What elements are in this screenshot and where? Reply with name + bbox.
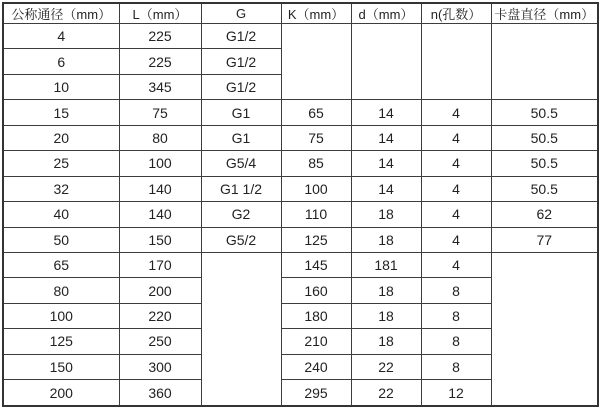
table-cell: 4 [421,202,491,227]
table-cell: 14 [351,125,421,150]
table-cell: 10 [3,74,119,99]
table-cell: 12 [421,380,491,406]
table-cell: 50.5 [491,125,598,150]
merged-empty-cell-g [201,252,281,406]
table-cell: G1 [201,100,281,125]
table-cell: 125 [3,329,119,354]
table-cell: 300 [119,354,201,379]
table-cell: 150 [3,354,119,379]
table-cell: G1/2 [201,49,281,74]
header-chuck-diameter: 卡盘直径（mm） [491,3,598,24]
table-cell: 181 [351,252,421,277]
merged-empty-cell-n [421,24,491,100]
table-cell: 145 [281,252,351,277]
header-nominal-diameter: 公称通径（mm） [3,3,119,24]
table-cell: 14 [351,151,421,176]
table-cell: 360 [119,380,201,406]
table-cell: 200 [3,380,119,406]
table-cell: 345 [119,74,201,99]
table-cell: 32 [3,176,119,201]
table-cell: 18 [351,202,421,227]
table-cell: 65 [3,252,119,277]
table-cell: 25 [3,151,119,176]
table-cell: G1/2 [201,24,281,49]
table-cell: 22 [351,380,421,406]
table-cell: 18 [351,303,421,328]
header-k: K（mm） [281,3,351,24]
header-l: L（mm） [119,3,201,24]
table-cell: 210 [281,329,351,354]
table-row [3,227,598,252]
table-cell: 8 [421,354,491,379]
table-cell: G5/2 [201,227,281,252]
header-d: d（mm） [351,3,421,24]
header-g: G [201,3,281,24]
table-cell: 50.5 [491,151,598,176]
table-cell: 250 [119,329,201,354]
table-cell: G1/2 [201,74,281,99]
table-cell: 180 [281,303,351,328]
table-cell: 14 [351,176,421,201]
table-cell: 85 [281,151,351,176]
table-cell: 100 [119,151,201,176]
table-cell: 4 [421,252,491,277]
table-cell: 50.5 [491,100,598,125]
merged-empty-cell-d [351,24,421,100]
table-cell: 4 [421,227,491,252]
header-n-holes: n(孔数） [421,3,491,24]
table-cell: 22 [351,354,421,379]
table-cell: 4 [421,151,491,176]
pipe-spec-table [2,2,599,407]
merged-empty-cell-chuck-bottom [491,252,598,406]
table-cell: 75 [119,100,201,125]
table-cell: 40 [3,202,119,227]
merged-empty-cell-chuck [491,24,598,100]
table-row [3,176,598,201]
table-cell: 62 [491,202,598,227]
table-cell: 170 [119,252,201,277]
table-row [3,202,598,227]
merged-empty-cell-k [281,24,351,100]
table-cell: 18 [351,227,421,252]
table-cell: 220 [119,303,201,328]
table-cell: 240 [281,354,351,379]
table-cell: 140 [119,202,201,227]
table-cell: 100 [281,176,351,201]
table-cell: 80 [3,278,119,303]
table-cell: G2 [201,202,281,227]
table-cell: 18 [351,329,421,354]
table-cell: 18 [351,278,421,303]
table-cell: 225 [119,24,201,49]
table-cell: 50 [3,227,119,252]
table-cell: 50.5 [491,176,598,201]
table-row [3,151,598,176]
table-cell: 140 [119,176,201,201]
table-cell: 125 [281,227,351,252]
table-cell: G1 [201,125,281,150]
table-cell: 110 [281,202,351,227]
table-cell: 77 [491,227,598,252]
table-cell: 200 [119,278,201,303]
table-cell: 15 [3,100,119,125]
table-cell: 8 [421,303,491,328]
table-row [3,24,598,49]
header-row [3,3,598,24]
table-cell: 4 [421,100,491,125]
table-cell: 100 [3,303,119,328]
table-cell: 6 [3,49,119,74]
table-cell: 75 [281,125,351,150]
table-row [3,100,598,125]
table-cell: G1 1/2 [201,176,281,201]
table-row [3,252,598,277]
table-cell: 8 [421,329,491,354]
table-row [3,125,598,150]
table-cell: 295 [281,380,351,406]
table-cell: 160 [281,278,351,303]
table-cell: 225 [119,49,201,74]
table-cell: 4 [421,176,491,201]
table-cell: 80 [119,125,201,150]
table-cell: 65 [281,100,351,125]
table-cell: 4 [421,125,491,150]
table-cell: 8 [421,278,491,303]
table-cell: G5/4 [201,151,281,176]
table-cell: 14 [351,100,421,125]
table-cell: 20 [3,125,119,150]
table-cell: 4 [3,24,119,49]
table-cell: 150 [119,227,201,252]
